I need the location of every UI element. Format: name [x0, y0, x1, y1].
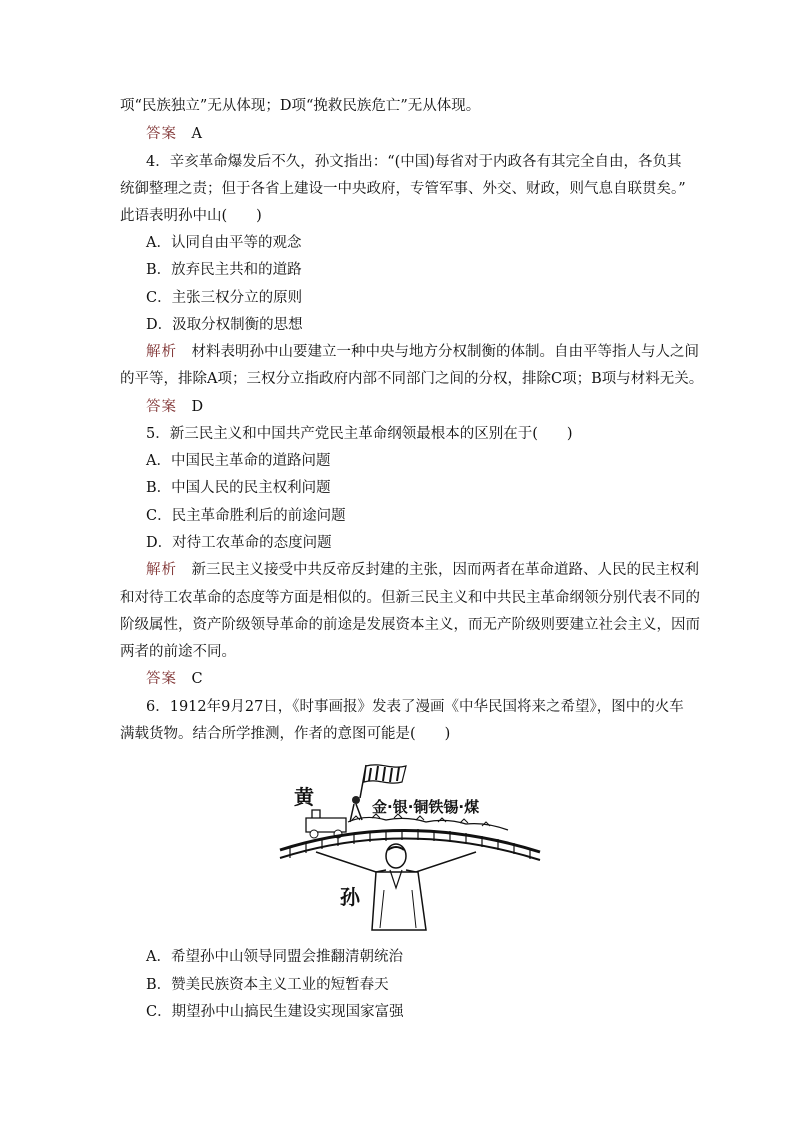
- q4-option-d: D．汲取分权制衡的思想: [146, 317, 303, 333]
- answer-label: 答案: [146, 671, 177, 687]
- q4-stem-line-2: 统御整理之责；但于各省上建设一中央政府，专管军事、外交、财政，则气息自联贯矣。”: [120, 181, 686, 197]
- q4-analysis-line-2: 的平等，排除A项；三权分立指政府内部不同部门之间的分权，排除C项；B项与材料无关。: [120, 371, 704, 387]
- cartoon-goods-label: 金·银·铜铁锡·煤: [372, 798, 480, 816]
- q4-stem-line-3: 此语表明孙中山( ): [120, 208, 262, 224]
- answer-label: 答案: [146, 126, 177, 142]
- q5-analysis-line-3: 阶级属性，资产阶级领导革命的前途是发展资本主义，而无产阶级则要建立社会主义，因而: [120, 617, 700, 633]
- q6-option-c: C．期望孙中山搞民生建设实现国家富强: [146, 1004, 404, 1020]
- cartoon-image: [276, 760, 546, 935]
- answer-value: C: [191, 671, 203, 687]
- q5-stem: 5．新三民主义和中国共产党民主革命纲领最根本的区别在于( ): [146, 426, 573, 442]
- answer-line-q3: [146, 124, 202, 144]
- q4-option-c: C．主张三权分立的原则: [146, 290, 303, 306]
- q6-option-b: B．赞美民族资本主义工业的短暂春天: [146, 977, 389, 993]
- previous-answer-tail: 项“民族独立”无从体现；D项“挽救民族危亡”无从体现。: [120, 98, 481, 114]
- q4-option-b: B．放弃民主共和的道路: [146, 262, 302, 278]
- q5-option-a: A．中国民主革命的道路问题: [146, 453, 331, 469]
- q5-analysis-line-4: 两者的前途不同。: [120, 644, 236, 660]
- q5-option-b: B．中国人民的民主权利问题: [146, 480, 331, 496]
- answer-value: A: [191, 126, 202, 142]
- q4-answer-line: [146, 397, 203, 417]
- q5-answer-line: [146, 669, 203, 689]
- analysis-label: 解析: [146, 562, 177, 578]
- q4-stem-line-1: 4．辛亥革命爆发后不久，孙文指出：“(中国)每省对于内政各有其完全自由，各负其: [146, 154, 682, 170]
- cartoon-left-char: 黄: [294, 785, 314, 809]
- q4-analysis-line-1: 解析 材料表明孙中山要建立一种中央与地方分权制衡的体制。自由平等指人与人之间: [146, 344, 699, 360]
- cartoon-drawing: [276, 760, 546, 935]
- q6-option-a: A．希望孙中山领导同盟会推翻清朝统治: [146, 949, 403, 965]
- analysis-label: 解析: [146, 344, 177, 360]
- q6-stem-line-1: 6．1912年9月27日，《时事画报》发表了漫画《中华民国将来之希望》，图中的火车: [146, 699, 684, 715]
- answer-value: D: [191, 399, 204, 415]
- q6-stem-line-2: 满载货物。结合所学推测，作者的意图可能是( ): [120, 726, 451, 742]
- railway-track: [280, 829, 540, 860]
- q4-option-a: A．认同自由平等的观念: [146, 235, 302, 251]
- cartoon-person-char: 孙: [340, 885, 360, 909]
- answer-label: 答案: [146, 399, 177, 415]
- q5-option-d: D．对待工农革命的态度问题: [146, 535, 332, 551]
- q5-analysis-line-2: 和对待工农革命的态度等方面是相似的。但新三民主义和中共民主革命纲领分别代表不同的: [120, 590, 700, 606]
- q5-analysis-line-1: 解析 新三民主义接受中共反帝反封建的主张，因而两者在革命道路、人民的民主权利: [146, 562, 699, 578]
- q5-option-c: C．民主革命胜利后的前途问题: [146, 508, 346, 524]
